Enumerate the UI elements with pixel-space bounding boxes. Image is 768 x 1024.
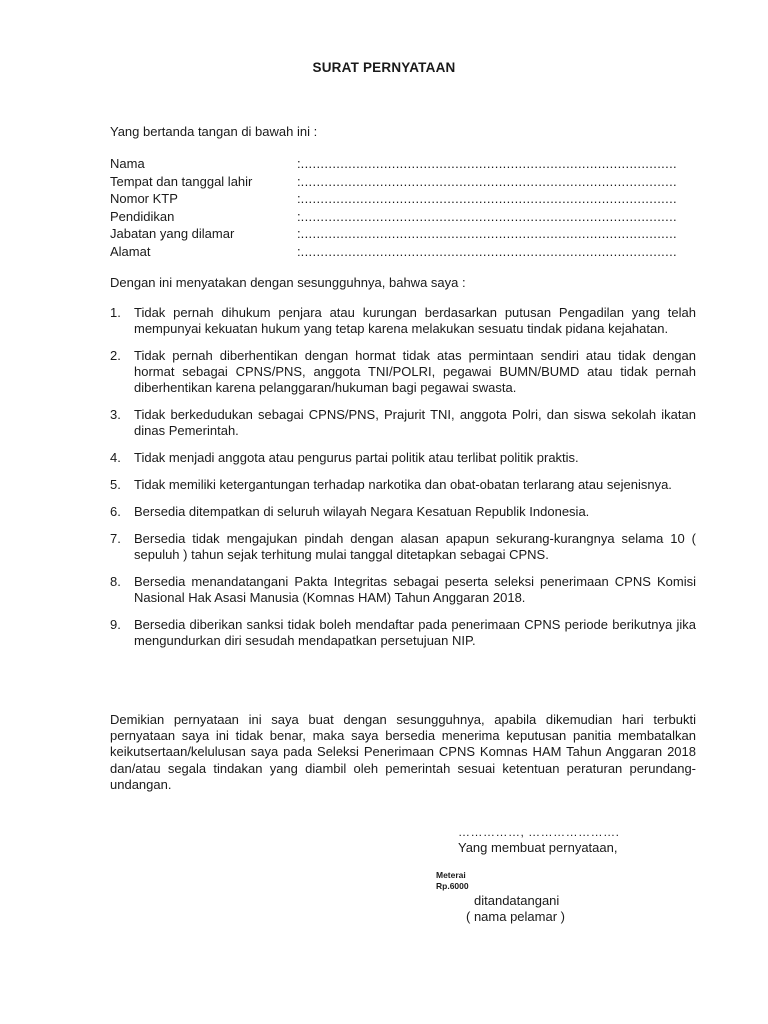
item-text: Tidak pernah diberhentikan dengan hormat tidak atas permintaan sendiri atau tidak dengan hormat sebagai CPNS/PNS, anggota TNI/POLRI, pegawai BUMN/BUMD atau tidak pernah diberhentikan karena pelanggaran/hukuman bagi pegawai swasta. [134,348,696,395]
intro-text: Yang bertanda tangan di bawah ini : [110,124,318,139]
item-number: 7. [110,531,121,546]
place-date-blank: ……………, …………………. [458,825,620,839]
item-text: Bersedia tidak mengajukan pindah dengan alasan apapun sekurang-kurangnya selama 10 ( sepuluh ) tahun sejak terhitung mulai tanggal ditetapkan sebagai CPNS. [134,531,696,562]
item-text: Tidak berkedudukan sebagai CPNS/PNS, Prajurit TNI, anggota Polri, dan siswa sekolah ikatan dinas Pemerintah. [134,407,696,438]
field-colon: : [297,191,301,207]
field-label: Jabatan yang dilamar [110,226,235,242]
field-colon: : [297,173,301,189]
field-blank: ............................................................................................... [300,191,677,207]
item-number: 2. [110,348,121,363]
list-item [110,450,696,466]
list-item [110,477,696,493]
field-colon: : [297,156,301,171]
statement-lead: Dengan ini menyatakan dengan sesungguhnya, bahwa saya : [110,275,466,290]
list-item [110,504,696,520]
stamp-duty-label [436,870,469,892]
field-colon: : [297,208,301,224]
item-number: 8. [110,574,121,589]
list-item [110,407,696,439]
field-label: Tempat dan tanggal lahir [110,173,253,189]
field-row-birth [110,173,690,191]
item-text: Bersedia menandatangani Pakta Integritas sebagai peserta seleksi penerimaan CPNS Komisi Nasional Hak Asasi Manusia (Komnas HAM) Tahun Anggaran 2018. [134,574,696,605]
signer-label: Yang membuat pernyataan, [458,840,618,855]
item-number: 6. [110,504,121,519]
list-item [110,305,696,337]
item-text: Tidak memiliki ketergantungan terhadap narkotika dan obat-obatan terlarang atau sejenisnya. [134,477,672,492]
field-label: Nama [110,156,145,171]
field-row-ktp [110,190,690,208]
applicant-name: ( nama pelamar ) [466,909,565,924]
identity-fields [110,155,690,261]
field-colon: : [297,243,301,259]
item-number: 9. [110,617,121,632]
list-item [110,574,696,606]
field-blank: ............................................................................................... [300,226,677,242]
item-text: Tidak menjadi anggota atau pengurus partai politik atau terlibat politik praktis. [134,450,579,465]
field-blank: ............................................................................................... [300,243,677,259]
field-label: Alamat [110,243,151,259]
closing-paragraph: Demikian pernyataan ini saya buat dengan sesungguhnya, apabila dikemudian hari terbukti pernyataan saya ini tidak benar, maka saya bersedia menerima keputusan panitia membatalkan keikutsertaan/kelulusan saya pada Seleksi Penerimaan CPNS Komnas HAM Tahun Anggaran 2018 dan/atau segala tindakan yang diambil oleh pemerintah sesuai ketentuan peraturan perundang-undangan. [110,712,696,792]
item-text: Bersedia diberikan sanksi tidak boleh mendaftar pada penerimaan CPNS periode berikutnya jika mengundurkan diri sesudah mendapatkan persetujuan NIP. [134,617,696,648]
signature-text: ditandatangani [474,893,560,908]
field-blank: ............................................................................................... [300,208,677,224]
statement-list [110,305,696,660]
list-item [110,531,696,563]
stamp-amount: Rp.6000 [436,881,469,891]
item-number: 1. [110,305,121,320]
item-text: Tidak pernah dihukum penjara atau kurungan berdasarkan putusan Pengadilan yang telah mempunyai kekuatan hukum yang tetap karena melakukan sesuatu tindak pidana kejahatan. [134,305,696,336]
list-item [110,348,696,396]
item-number: 4. [110,450,121,465]
field-blank: ............................................................................................... [300,173,677,189]
list-item [110,617,696,649]
field-label: Pendidikan [110,208,175,224]
field-blank: ............................................................................................... [300,156,677,171]
document-title: SURAT PERNYATAAN [312,60,456,75]
item-text: Bersedia ditempatkan di seluruh wilayah Negara Kesatuan Republik Indonesia. [134,504,590,519]
field-row-position [110,225,690,243]
item-number: 5. [110,477,121,492]
field-colon: : [297,226,301,242]
field-row-address [110,243,690,261]
stamp-line: Meterai [436,870,466,880]
field-label: Nomor KTP [110,191,178,207]
field-row-education [110,208,690,226]
field-row-nama [110,155,690,173]
item-number: 3. [110,407,121,422]
